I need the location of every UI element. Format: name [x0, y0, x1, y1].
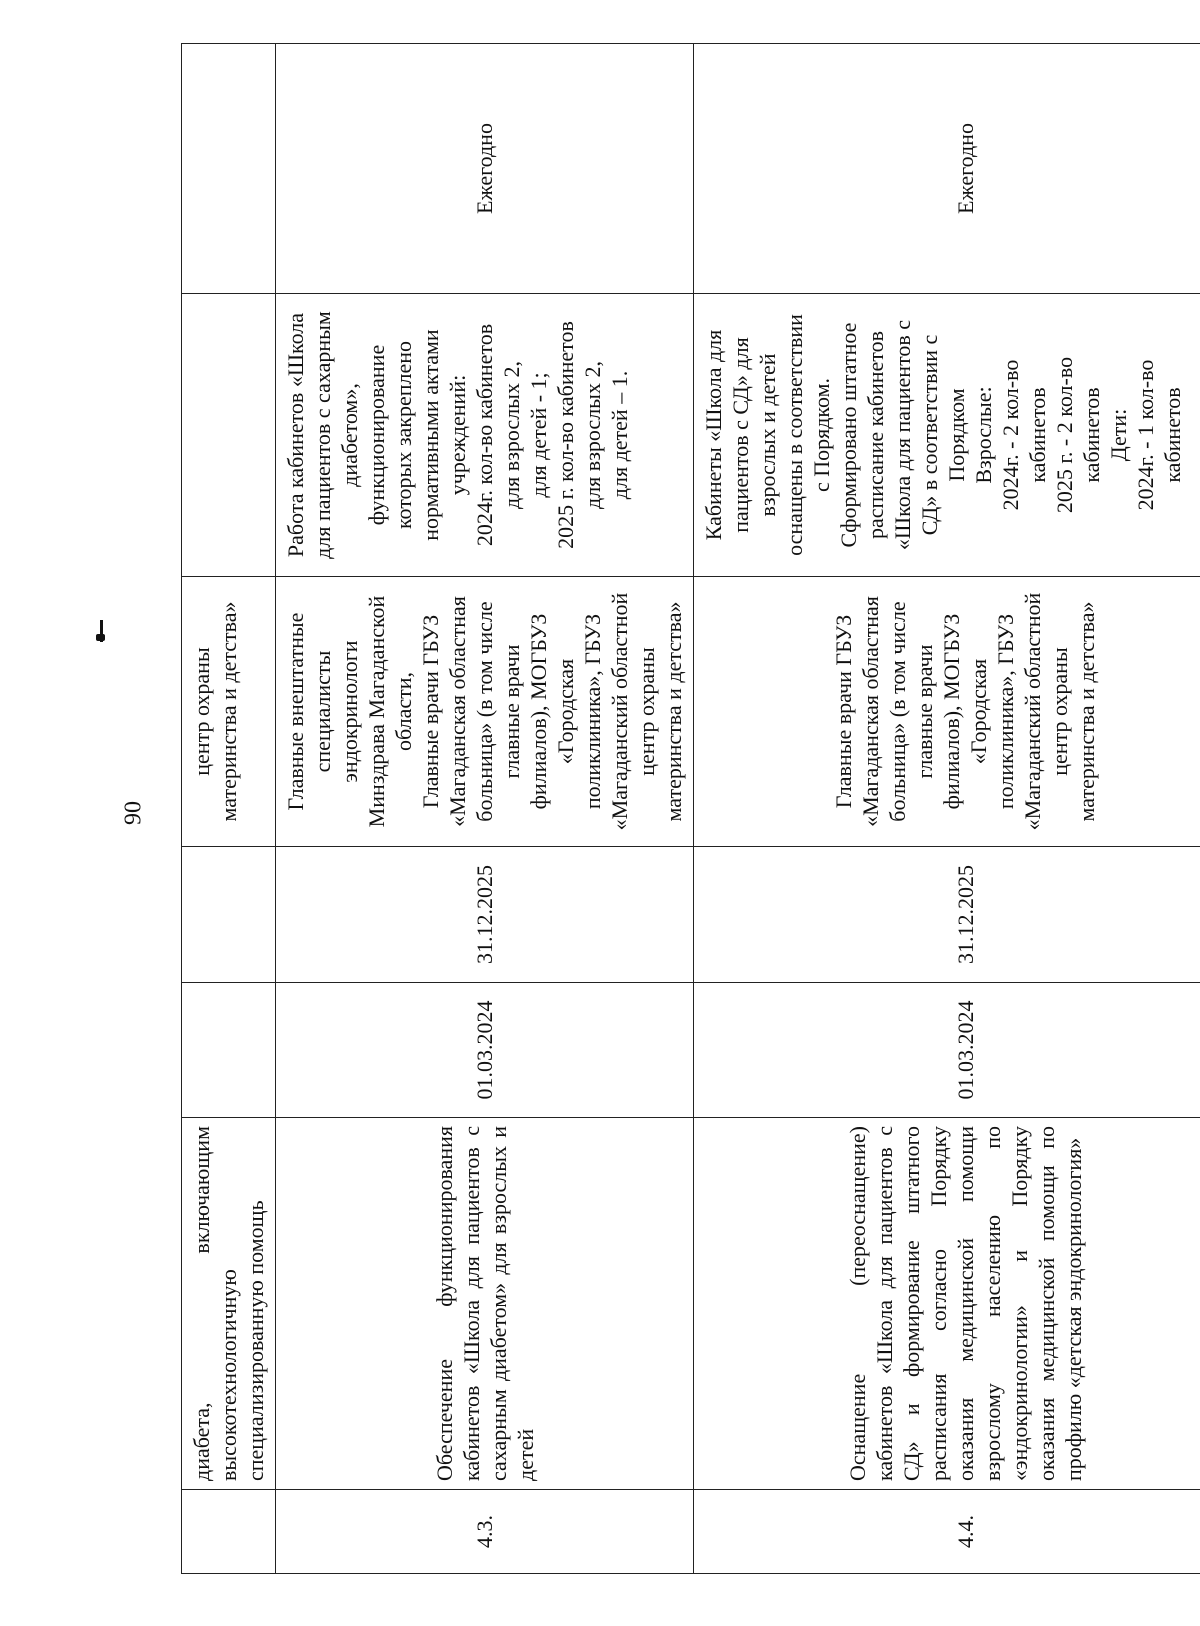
- table-row: [182, 44, 276, 1574]
- end-date: [182, 847, 276, 983]
- result: Работа кабинетов «Школа для пациентов с сахарным диабетом», функционирование которых закреплено нормативными актами учреждений: 2024г. кол-во кабинетов для взрослых 2, для детей - 1; 2025 г. кол-во кабинетов для взрослых 2, для детей – 1.: [276, 294, 694, 577]
- result: [182, 294, 276, 577]
- activity-name: диабета, включающим высокотехнологичную специализированную помощь: [182, 1118, 276, 1490]
- start-date: 01.03.2024: [276, 983, 694, 1118]
- start-date: 01.03.2024: [694, 983, 1200, 1118]
- period: [182, 44, 276, 294]
- activity-name: Обеспечение функционирования кабинетов «Школа для пациентов с сахарным диабетом» для взрослых и детей: [276, 1118, 694, 1490]
- period: Ежегодно: [276, 44, 694, 294]
- period: Ежегодно: [694, 44, 1200, 294]
- activities-table: [181, 43, 1200, 1574]
- table-row: [276, 44, 694, 1574]
- row-number: [182, 1490, 276, 1574]
- executors: Главные внештатные специалисты эндокринологи Минздрава Магаданской области, Главные врачи ГБУЗ «Магаданская областная больница» (в том числе главные врачи филиалов), МОГБУЗ «Городская поликлиника», ГБУЗ «Магаданский областной центр охраны материнства и детства»: [276, 577, 694, 847]
- scan-mark: [96, 620, 106, 644]
- executors: Главные врачи ГБУЗ «Магаданская областная больница» (в том числе главные врачи филиалов), МОГБУЗ «Городская поликлиника», ГБУЗ «Магаданский областной центр охраны материнства и детства»: [694, 577, 1200, 847]
- end-date: 31.12.2025: [276, 847, 694, 983]
- rotated-table-container: [181, 44, 1185, 1574]
- row-number: 4.3.: [276, 1490, 694, 1574]
- page-number-text: 90: [120, 801, 147, 825]
- table-row: [694, 44, 1200, 1574]
- result: Кабинеты «Школа для пациентов с СД» для взрослых и детей оснащены в соответствии с Порядком. Сформировано штатное расписание кабинетов «Школа для пациентов с СД» в соответствии с Порядком Взрослые: 2024г. - 2 кол-во кабинетов 2025 г. - 2 кол-во кабинетов Дети: 2024г. - 1 кол-во кабинетов: [694, 294, 1200, 577]
- activity-name: Оснащение (переоснащение) кабинетов «Школа для пациентов с СД» и формирование штатного расписания согласно Порядку оказания медицинской помощи взрослому населению по «эндокринологии» и Порядку оказания медицинской помощи по профилю «детская эндокринология»: [694, 1118, 1200, 1490]
- row-number: 4.4.: [694, 1490, 1200, 1574]
- start-date: [182, 983, 276, 1118]
- executors: центр охраны материнства и детства»: [182, 577, 276, 847]
- end-date: 31.12.2025: [694, 847, 1200, 983]
